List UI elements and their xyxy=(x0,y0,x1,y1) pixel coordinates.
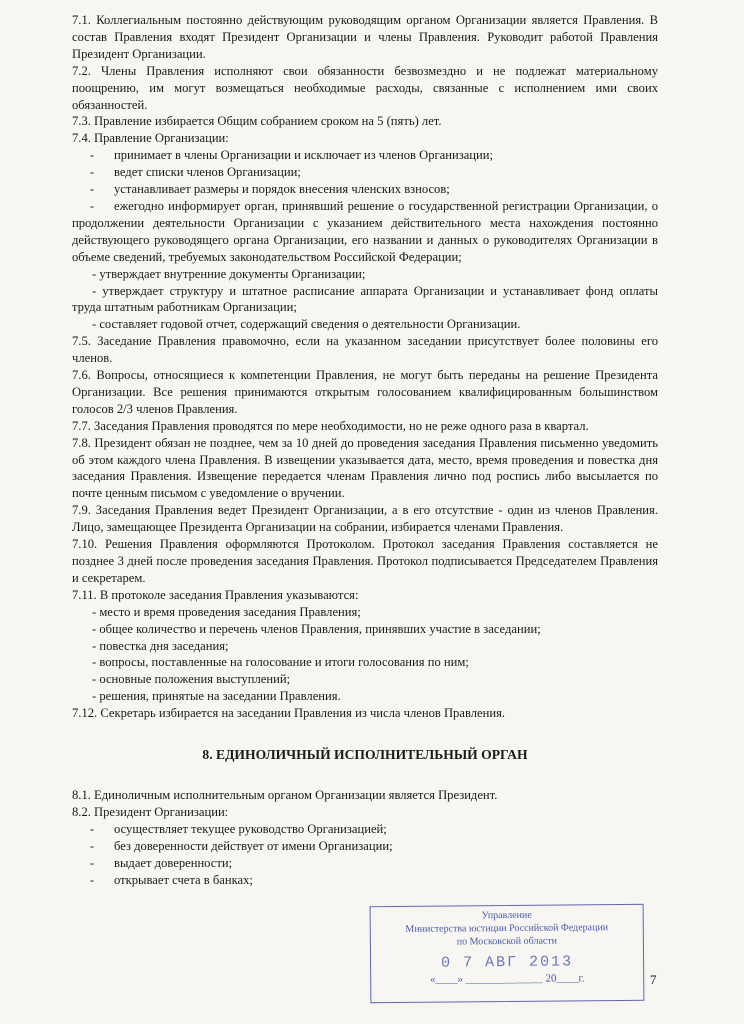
list-item-long xyxy=(72,283,658,317)
clause-8-2: 8.2. Президент Организации: xyxy=(72,804,229,819)
dash-marker: - xyxy=(90,198,95,213)
clause-7-3: 7.3. Правление избирается Общим собранием сроком на 5 (пять) лет. xyxy=(72,114,442,129)
stamp-line-2: Министерства юстиции Российской Федерации xyxy=(405,922,609,935)
section-heading-8: 8. ЕДИНОЛИЧНЫЙ ИСПОЛНИТЕЛЬНЫЙ ОРГАН xyxy=(202,747,528,763)
protocol-item: - общее количество и перечень членов Правления, принявших участие в заседании; xyxy=(92,621,541,636)
list-item-text: устанавливает размеры и порядок внесения членских взносов; xyxy=(114,182,450,197)
dash-marker: - xyxy=(90,872,95,887)
dash-marker: - xyxy=(90,148,95,163)
list-item-text: принимает в члены Организации и исключает из членов Организации; xyxy=(114,148,494,163)
list-item xyxy=(72,872,658,889)
list-item xyxy=(72,855,658,872)
clause-7-7: 7.7. Заседания Правления проводятся по мере необходимости, но не реже одного раза в квартал. xyxy=(72,418,589,433)
document-body xyxy=(72,12,658,888)
clause-7-11: 7.11. В протоколе заседания Правления указываются: xyxy=(72,587,359,602)
list-item-text: ежегодно информирует орган, принявший решение о государственной регистрации Организации, о продолжении деятельности Организации с указанием действительного места нахождения постоянно действующего руководящего органа Организации, его названии и данных о руководителях Организации в объеме сведений, требуемых законодательством Российской Федерации; xyxy=(72,198,658,264)
list-item-long xyxy=(72,198,658,266)
list-item-text: осуществляет текущее руководство Организацией; xyxy=(114,821,387,836)
dash-marker: - xyxy=(90,165,95,180)
list-item xyxy=(72,147,658,164)
list-item: - утверждает внутренние документы Организации; xyxy=(92,266,366,281)
page-number: 7 xyxy=(650,972,657,987)
list-item-text: открывает счета в банках; xyxy=(114,872,253,887)
clause-7-5: 7.5. Заседание Правления правомочно, если на указанном заседании присутствует более половины его членов. xyxy=(72,334,658,366)
dash-marker: - xyxy=(90,821,95,836)
list-item xyxy=(72,838,658,855)
list-item-text: выдает доверенности; xyxy=(114,855,233,870)
clause-7-2: 7.2. Члены Правления исполняют свои обязанности безвозмездно и не подлежат материальному поощрению, им могут возмещаться необходимые расходы, связанные с исполнением ими своих обязанностей. xyxy=(72,63,658,112)
list-item-text: ведет списки членов Организации; xyxy=(114,165,301,180)
dash-marker: - xyxy=(90,838,95,853)
protocol-item: - место и время проведения заседания Правления; xyxy=(92,604,361,619)
clause-7-4: 7.4. Правление Организации: xyxy=(72,131,229,146)
list-item-text: - утверждает структуру и штатное расписание аппарата Организации и устанавливает фонд оплаты труда штатным работникам Организации; xyxy=(72,283,658,315)
clause-7-1: 7.1. Коллегиальным постоянно действующим руководящим органом Организации является Правления. В состав Правления входят Президент Организации и члены Правления. Руководит работой Правления Президент Организации. xyxy=(72,13,658,61)
list-item xyxy=(72,181,658,198)
list-item xyxy=(72,164,658,181)
protocol-item: - основные положения выступлений; xyxy=(92,672,291,687)
list-item-text: без доверенности действует от имени Организации; xyxy=(114,838,393,853)
dash-marker: - xyxy=(90,182,95,197)
stamp-line-3: по Московской области xyxy=(456,935,558,948)
stamp-blank-date: «____» ______________ 20____г. xyxy=(429,972,585,986)
protocol-item: - вопросы, поставленные на голосование и итоги голосования по ним; xyxy=(92,655,469,670)
clause-7-10: 7.10. Решения Правления оформляются Протоколом. Протокол заседания Правления составляется не позднее 3 дней после проведения заседания Правления. Протокол подписывается Председателем Правления и секретарем. xyxy=(72,537,658,585)
clause-7-12: 7.12. Секретарь избирается на заседании Правления из числа членов Правления. xyxy=(72,706,506,721)
registration-stamp xyxy=(370,904,645,1003)
stamp-date: 0 7 АВГ 2013 xyxy=(440,953,574,972)
clause-7-8: 7.8. Президент обязан не позднее, чем за 10 дней до проведения заседания Правления письменно уведомить об этом каждого члена Правления. В извещении указывается дата, место, время проведения и повестка дня заседания Правления. Извещение передается членам Правления лично под роспись либо высылается по почте ценным письмом с уведомление о вручении. xyxy=(72,435,658,501)
clause-7-6: 7.6. Вопросы, относящиеся к компетенции Правления, не могут быть переданы на решение Президента Организации. Все решения принимаются открытым голосованием квалифицированным большинством голосов 2/3 членов Правления. xyxy=(72,368,658,416)
protocol-item: - решения, принятые на заседании Правления. xyxy=(92,689,341,704)
list-item xyxy=(72,821,658,838)
dash-marker: - xyxy=(90,855,95,870)
clause-7-9: 7.9. Заседания Правления ведет Президент Организации, а в его отсутствие - один из членов Правления. Лицо, замещающее Президента Организации на собрании, избирается членами Правления. xyxy=(72,503,658,535)
list-item: - составляет годовой отчет, содержащий сведения о деятельности Организации. xyxy=(92,317,521,332)
stamp-line-1: Управление xyxy=(481,909,532,922)
clause-8-1: 8.1. Единоличным исполнительным органом Организации является Президент. xyxy=(72,787,498,802)
protocol-item: - повестка дня заседания; xyxy=(92,638,229,653)
